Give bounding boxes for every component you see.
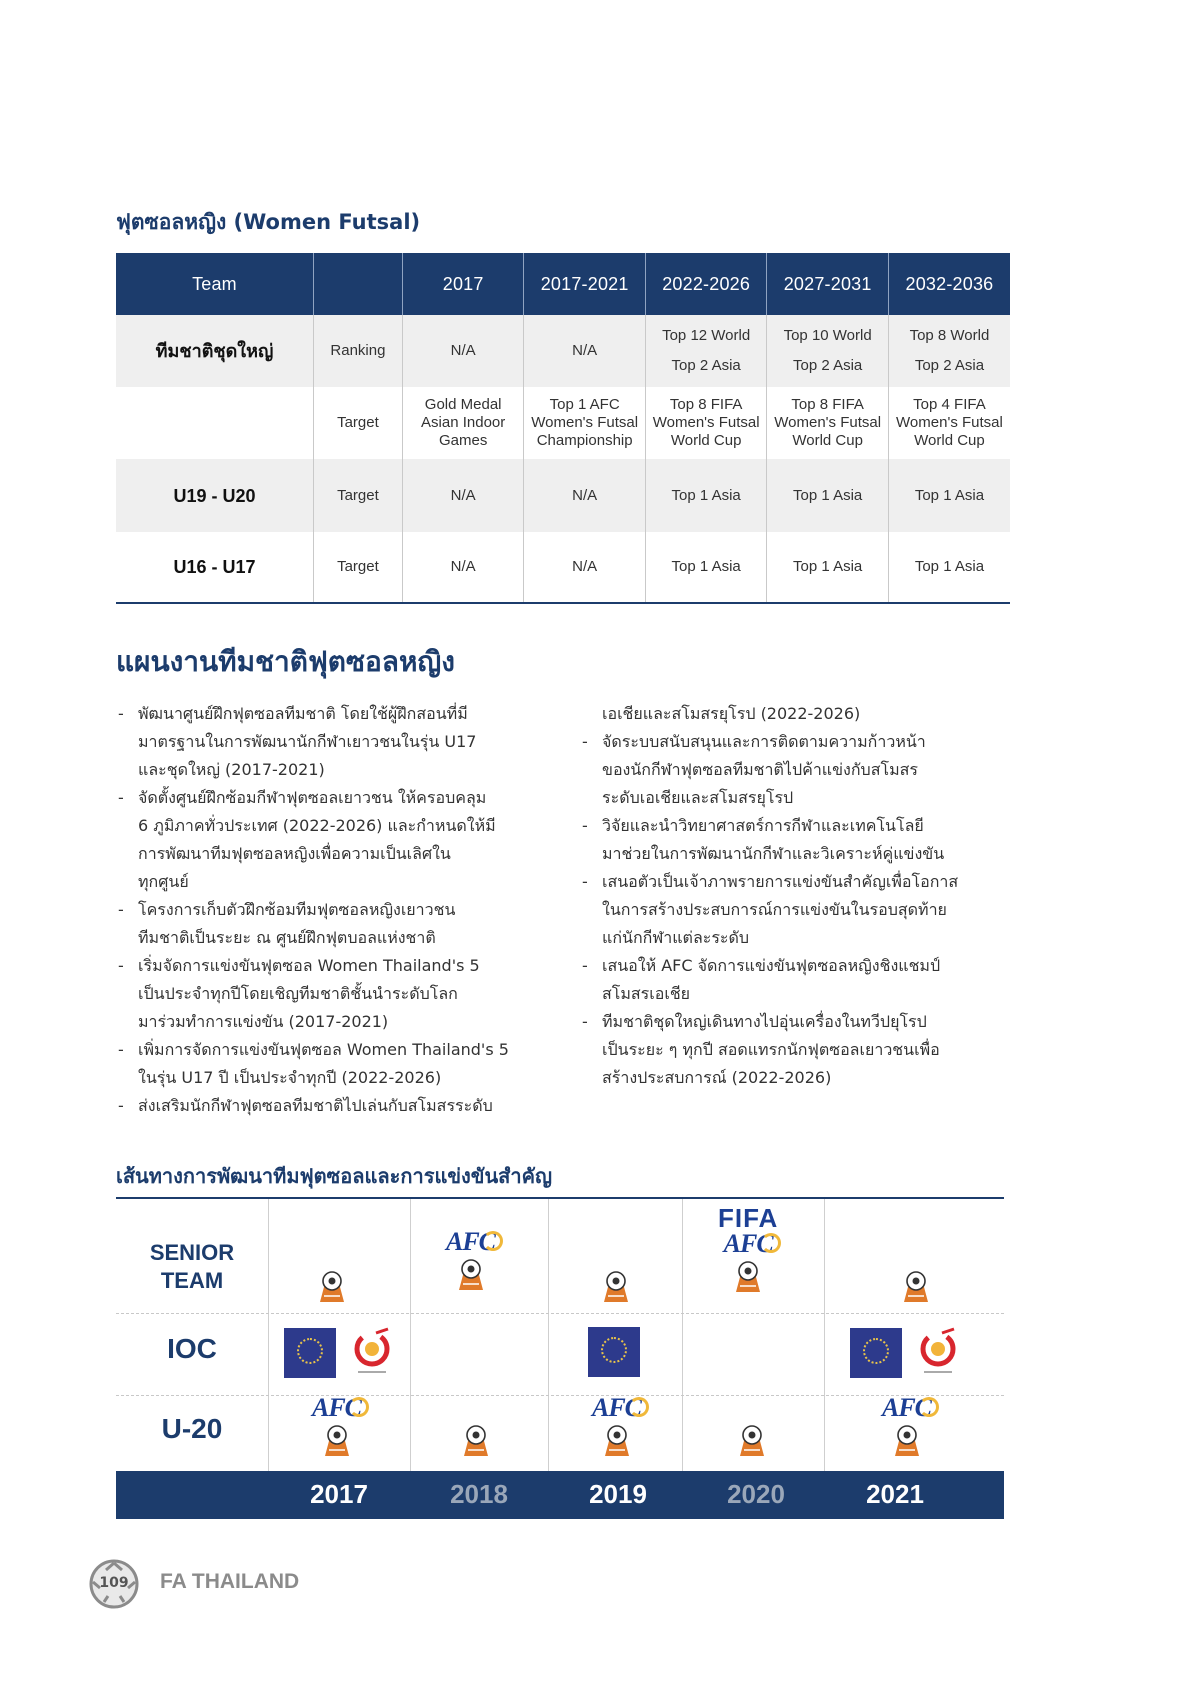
oca-ring-icon bbox=[601, 1337, 627, 1363]
asian-games-logo-icon bbox=[914, 1327, 962, 1379]
column-header: 2032-2036 bbox=[888, 253, 1010, 315]
table-cell bbox=[524, 315, 646, 387]
plan-item-line: - พัฒนาศูนย์ฝึกฟุตซอลทีมชาติ โดยใช้ผู้ฝึกสอนที่มี bbox=[116, 700, 546, 728]
cell-text: Top 1 AFC bbox=[549, 396, 620, 413]
afc-emblem-icon bbox=[732, 1259, 764, 1293]
cell-text: Top 8 World bbox=[909, 327, 990, 344]
afc-logo-text: AFC bbox=[446, 1227, 496, 1256]
cell-text: Games bbox=[438, 432, 488, 449]
team-cell: ทีมชาติชุดใหญ่ bbox=[116, 315, 313, 387]
plan-item-line: มาตรฐานในการพัฒนานักกีฬาเยาวชนในรุ่น U17 bbox=[138, 732, 477, 751]
u20-2018 bbox=[460, 1421, 492, 1457]
afc-sun-icon bbox=[629, 1397, 649, 1417]
u20-2021 bbox=[882, 1395, 931, 1457]
metric-cell: Ranking bbox=[313, 315, 402, 387]
grid-divider bbox=[410, 1199, 411, 1471]
grid-row-divider bbox=[116, 1313, 1004, 1314]
oca-logo bbox=[284, 1328, 336, 1378]
targets-table bbox=[116, 253, 1010, 604]
afc-logo-text: AFC bbox=[882, 1393, 932, 1422]
plan-title: แผนงานทีมชาติฟุตซอลหญิง bbox=[116, 645, 455, 678]
cell-text: Top 8 FIFA bbox=[669, 396, 743, 413]
plan-item-line: - เริ่มจัดการแข่งขันฟุตซอล Women Thailand's 5 bbox=[116, 952, 546, 980]
roadmap-grid bbox=[116, 1199, 1004, 1471]
team-cell bbox=[116, 387, 313, 459]
cell-text: Top 12 World bbox=[662, 327, 751, 344]
plan-item-line: - เพิ่มการจัดการแข่งขันฟุตซอล Women Thailand's 5 bbox=[116, 1036, 546, 1064]
u20-2017 bbox=[312, 1395, 361, 1457]
afc-logo-text: AFC bbox=[723, 1229, 773, 1258]
row-label-u20: U-20 bbox=[161, 1413, 223, 1444]
plan-item-line: ระดับเอเชียและสโมสรยุโรป bbox=[602, 788, 794, 807]
plan-item-line: และชุดใหญ่ (2017-2021) bbox=[138, 760, 325, 779]
plan-item-line: - เสนอตัวเป็นเจ้าภาพรายการแข่งขันสำคัญเพื่อโอกาส bbox=[580, 868, 1010, 896]
ioc-2017 bbox=[284, 1327, 396, 1379]
grid-row-divider bbox=[116, 1395, 1004, 1396]
table-cell: N/A bbox=[524, 532, 646, 603]
section-title: ฟุตซอลหญิง (Women Futsal) bbox=[116, 210, 421, 234]
plan-item-line: เป็นระยะ ๆ ทุกปี สอดแทรกนักฟุตซอลเยาวชนเพื่อ bbox=[602, 1040, 940, 1059]
team-cell: U16 - U17 bbox=[116, 532, 313, 603]
metric-cell: Target bbox=[313, 387, 402, 459]
table-cell bbox=[888, 387, 1010, 459]
year-label: 2020 bbox=[727, 1479, 785, 1509]
afc-logo bbox=[446, 1229, 495, 1255]
year-label: 2021 bbox=[866, 1479, 924, 1509]
plan-item-line: - จัดตั้งศูนย์ฝึกซ้อมกีฬาฟุตซอลเยาวชน ให้ครอบคลุม bbox=[116, 784, 546, 812]
table-cell bbox=[645, 387, 767, 459]
plan-list-left bbox=[116, 700, 546, 1120]
year-bar bbox=[116, 1471, 1004, 1519]
row-label-text: TEAM bbox=[160, 1268, 224, 1293]
row-label-ioc: IOC bbox=[167, 1333, 217, 1364]
plan-item-line: ในการสร้างประสบการณ์การแข่งขันในรอบสุดท้าย bbox=[602, 900, 947, 919]
fifa-logo: FIFA bbox=[718, 1203, 779, 1233]
plan-item-line: ทุกศูนย์ bbox=[138, 872, 189, 891]
column-header: 2017 bbox=[402, 253, 524, 315]
oca-ring-icon bbox=[297, 1338, 323, 1364]
table-cell bbox=[767, 387, 889, 459]
plan-item-line: การพัฒนาทีมฟุตซอลหญิงเพื่อความเป็นเลิศใน bbox=[138, 844, 451, 863]
plan-item-line: แก่นักกีฬาแต่ละระดับ bbox=[602, 928, 750, 947]
year-label: 2018 bbox=[450, 1479, 508, 1509]
grid-divider bbox=[824, 1199, 825, 1471]
cell-text: Asian Indoor bbox=[421, 414, 506, 431]
cell-text: Women's Futsal bbox=[652, 414, 760, 431]
plan-item-line: เอเชียและสโมสรยุโรป (2022-2026) bbox=[602, 704, 861, 723]
cell-text: Top 8 FIFA bbox=[791, 396, 864, 413]
plan-item-line: - ทีมชาติชุดใหญ่เดินทางไปอุ่นเครื่องในทวีปยุโรป bbox=[580, 1008, 1010, 1036]
table-cell: Top 1 Asia bbox=[888, 532, 1010, 603]
plan-list-right bbox=[580, 700, 1010, 1092]
plan-item-line: สร้างประสบการณ์ (2022-2026) bbox=[602, 1068, 832, 1087]
table-cell bbox=[767, 315, 889, 387]
senior-2018 bbox=[446, 1229, 495, 1291]
row-label-text: SENIOR bbox=[149, 1240, 235, 1265]
cell-text: World Cup bbox=[670, 432, 742, 449]
metric-cell: Target bbox=[313, 459, 402, 532]
brand-name: FA THAILAND bbox=[160, 1570, 300, 1593]
afc-logo bbox=[592, 1395, 641, 1421]
cell-text: Top 10 World bbox=[783, 327, 872, 344]
cell-text: Gold Medal bbox=[424, 396, 502, 413]
afc-sun-icon bbox=[761, 1233, 781, 1253]
plan-item-line: มาร่วมทำการแข่งขัน (2017-2021) bbox=[138, 1012, 389, 1031]
afc-sun-icon bbox=[349, 1397, 369, 1417]
cell-text: Top 2 Asia bbox=[793, 357, 863, 374]
table-row bbox=[116, 315, 1010, 387]
cell-text: World Cup bbox=[914, 432, 985, 449]
afc-logo-text: AFC bbox=[592, 1393, 642, 1422]
afc-emblem-icon bbox=[460, 1423, 492, 1457]
afc-emblem-icon bbox=[900, 1269, 932, 1303]
table-cell: N/A bbox=[402, 532, 524, 603]
table-cell: Top 1 Asia bbox=[767, 532, 889, 603]
column-header: 2027-2031 bbox=[767, 253, 889, 315]
ioc-2021 bbox=[850, 1327, 962, 1379]
senior-2019 bbox=[600, 1267, 632, 1303]
cell-text: Women's Futsal bbox=[774, 414, 882, 431]
afc-emblem-icon bbox=[600, 1269, 632, 1303]
oca-logo bbox=[588, 1327, 640, 1377]
table-cell: Top 1 Asia bbox=[888, 459, 1010, 532]
plan-item-line: ในรุ่น U17 ปี เป็นประจำทุกปี (2022-2026) bbox=[138, 1068, 442, 1087]
cell-text: Top 2 Asia bbox=[671, 357, 741, 374]
plan-item-line: เป็นประจำทุกปีโดยเชิญทีมชาติชั้นนำระดับโลก bbox=[138, 984, 458, 1003]
afc-logo bbox=[882, 1395, 931, 1421]
asian-games-logo-icon bbox=[348, 1327, 396, 1379]
table-cell bbox=[888, 315, 1010, 387]
year-label: 2019 bbox=[589, 1479, 647, 1509]
afc-emblem-icon bbox=[601, 1423, 633, 1457]
plan-item-line: - จัดระบบสนับสนุนและการติดตามความก้าวหน้า bbox=[580, 728, 1010, 756]
ioc-2019 bbox=[588, 1327, 640, 1377]
afc-emblem-icon bbox=[736, 1423, 768, 1457]
roadmap-title: เส้นทางการพัฒนาทีมฟุตซอลและการแข่งขันสำคัญ bbox=[116, 1164, 552, 1188]
table-row bbox=[116, 532, 1010, 603]
afc-emblem-icon bbox=[455, 1257, 487, 1291]
oca-logo bbox=[850, 1328, 902, 1378]
column-header: Team bbox=[116, 253, 313, 315]
plan-item-line: - โครงการเก็บตัวฝึกซ้อมทีมฟุตซอลหญิงเยาวชน bbox=[116, 896, 546, 924]
afc-logo bbox=[312, 1395, 361, 1421]
table-cell: N/A bbox=[524, 459, 646, 532]
table-cell: Top 1 Asia bbox=[645, 532, 767, 603]
plan-item-line: - วิจัยและนำวิทยาศาสตร์การกีฬาและเทคโนโลยี bbox=[580, 812, 1010, 840]
afc-emblem-icon bbox=[321, 1423, 353, 1457]
plan-item-line: ทีมชาติเป็นระยะ ณ ศูนย์ฝึกฟุตบอลแห่งชาติ bbox=[138, 928, 436, 947]
cell-text: Women's Futsal bbox=[896, 414, 1003, 431]
table-row bbox=[116, 387, 1010, 459]
table-row bbox=[116, 459, 1010, 532]
team-cell: U19 - U20 bbox=[116, 459, 313, 532]
row-label-senior bbox=[116, 1239, 268, 1295]
column-header: 2017-2021 bbox=[524, 253, 646, 315]
column-header bbox=[313, 253, 402, 315]
grid-divider bbox=[548, 1199, 549, 1471]
column-header: 2022-2026 bbox=[645, 253, 767, 315]
table-cell: N/A bbox=[402, 459, 524, 532]
plan-item-line: สโมสรเอเชีย bbox=[602, 984, 691, 1003]
grid-divider bbox=[682, 1199, 683, 1471]
table-cell bbox=[524, 387, 646, 459]
afc-emblem-icon bbox=[316, 1269, 348, 1303]
afc-logo bbox=[724, 1231, 773, 1257]
table-cell bbox=[402, 315, 524, 387]
senior-2017 bbox=[316, 1267, 348, 1303]
plan-item-line: - ส่งเสริมนักกีฬาฟุตซอลทีมชาติไปเล่นกับสโมสรระดับ bbox=[116, 1092, 546, 1120]
page-number: 109 bbox=[99, 1575, 129, 1591]
u20-2019 bbox=[592, 1395, 641, 1457]
plan-item-line: 6 ภูมิภาคทั่วประเทศ (2022-2026) และกำหนดให้มี bbox=[138, 816, 496, 835]
table-cell: Top 1 Asia bbox=[645, 459, 767, 532]
afc-sun-icon bbox=[919, 1397, 939, 1417]
cell-text: N/A bbox=[572, 342, 598, 359]
afc-emblem-icon bbox=[891, 1423, 923, 1457]
senior-2020 bbox=[718, 1205, 778, 1293]
table-cell bbox=[402, 387, 524, 459]
afc-logo-text: AFC bbox=[312, 1393, 362, 1422]
afc-sun-icon bbox=[483, 1231, 503, 1251]
cell-text: Top 2 Asia bbox=[914, 357, 985, 374]
senior-2021 bbox=[900, 1267, 932, 1303]
plan-item-line: ของนักกีฬาฟุตซอลทีมชาติไปค้าแข่งกับสโมสร bbox=[602, 760, 918, 779]
cell-text: Women's Futsal bbox=[531, 414, 639, 431]
table-cell: Top 1 Asia bbox=[767, 459, 889, 532]
oca-ring-icon bbox=[863, 1338, 889, 1364]
year-label: 2017 bbox=[310, 1479, 368, 1509]
grid-divider bbox=[268, 1199, 269, 1471]
metric-cell: Target bbox=[313, 532, 402, 603]
cell-text: World Cup bbox=[792, 432, 863, 449]
table-cell bbox=[645, 315, 767, 387]
u20-2020 bbox=[736, 1421, 768, 1457]
table-header-row bbox=[116, 253, 1010, 315]
cell-text: Top 4 FIFA bbox=[913, 396, 986, 413]
plan-item-line: - เสนอให้ AFC จัดการแข่งขันฟุตซอลหญิงชิงแชมป์ bbox=[580, 952, 1010, 980]
plan-item-line: มาช่วยในการพัฒนานักกีฬาและวิเคราะห์คู่แข่งขัน bbox=[602, 844, 945, 863]
cell-text: Championship bbox=[536, 432, 633, 449]
cell-text: N/A bbox=[450, 342, 476, 359]
